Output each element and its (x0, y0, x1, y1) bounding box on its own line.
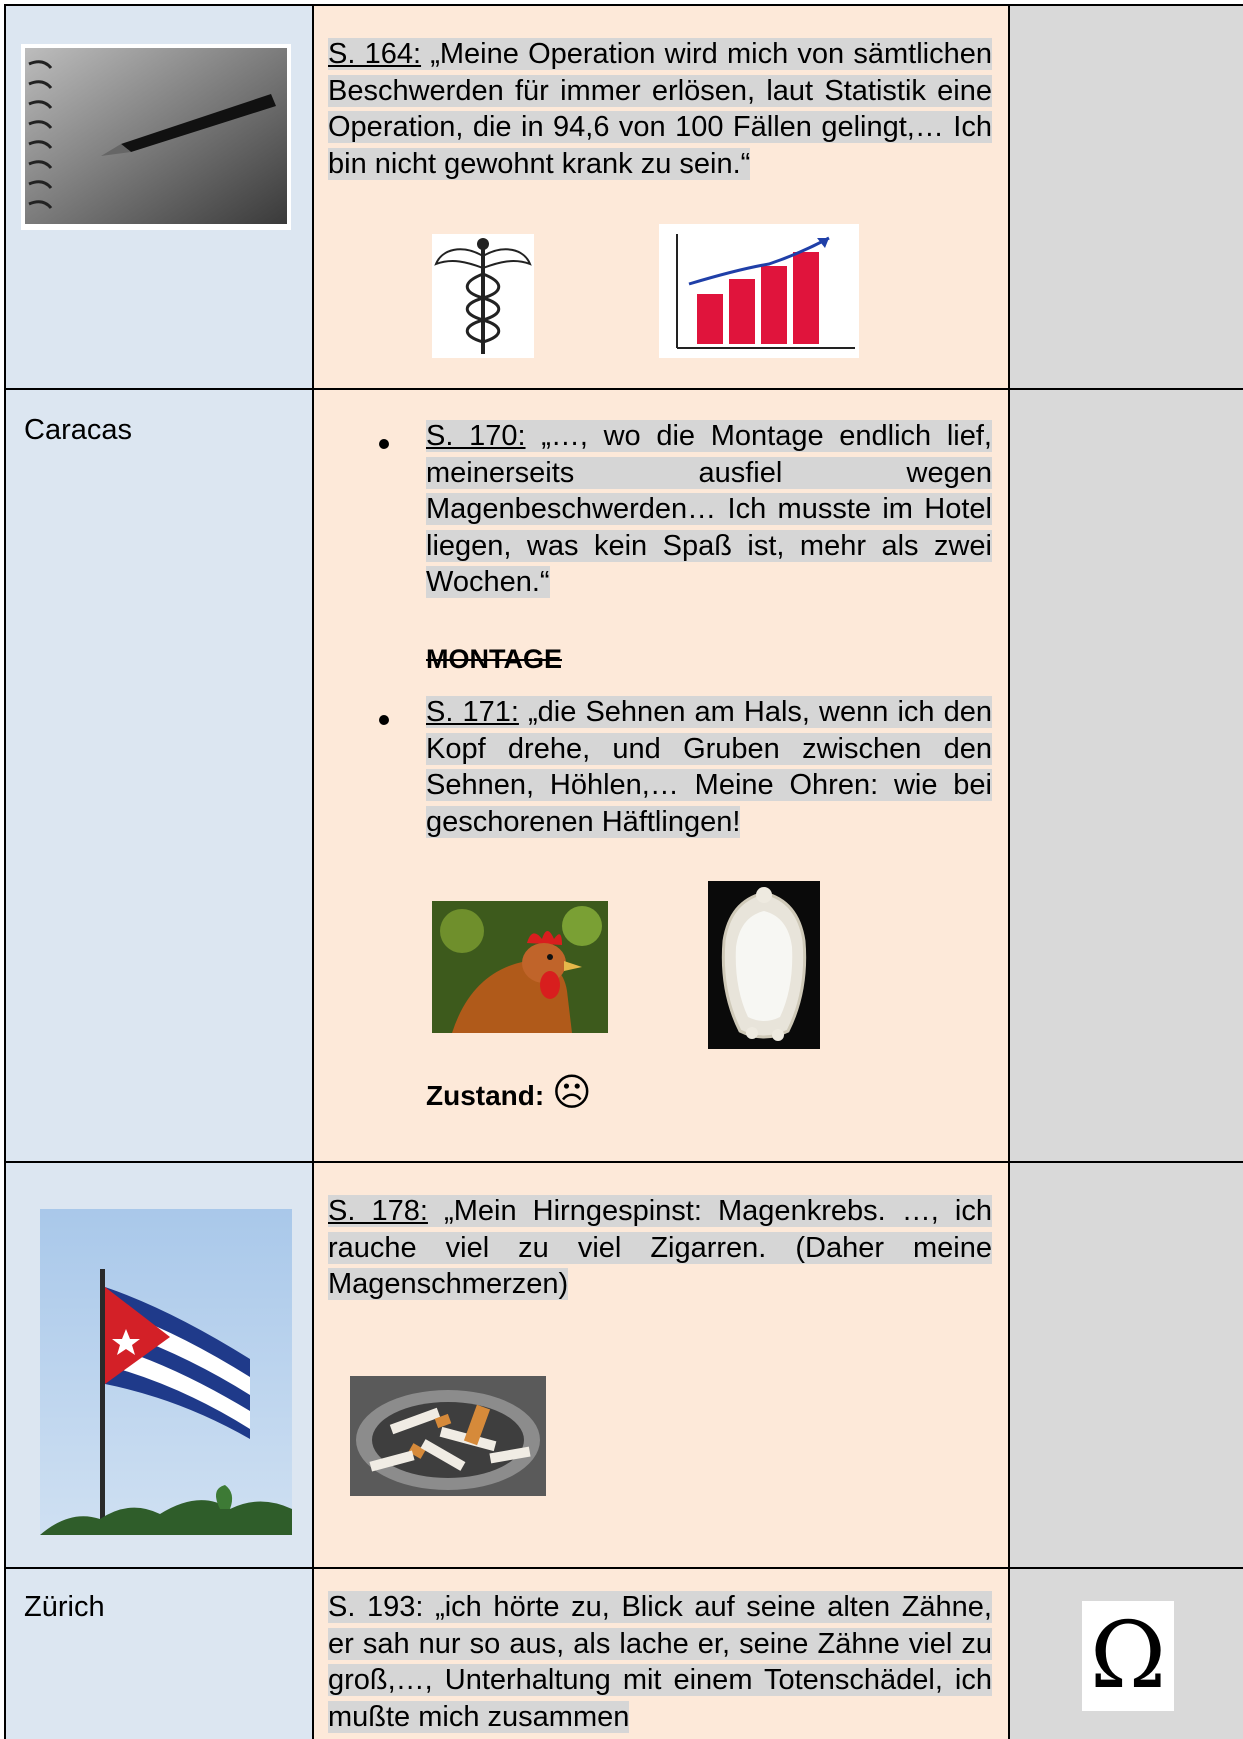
place-label: Zürich (24, 1591, 105, 1623)
page-ref: S. 164: (328, 38, 422, 70)
struck-heading: MONTAGE (426, 644, 562, 674)
quote-cell (312, 1569, 1008, 1739)
table-row (4, 4, 1243, 390)
place-label: Caracas (24, 414, 132, 446)
quote-text: S. 171: „die Sehnen am Hals, wenn ich den Kopf drehe, und Gruben zwischen den Sehnen, Höhlen,… Meine Ohren: wie bei geschorenen Häftlingen! (426, 696, 992, 838)
quote-text: S. 170: „…, wo die Montage endlich lief, meinerseits ausfiel wegen Magenbeschwerden… Ich musste im Hotel liegen, was kein Spaß ist, mehr als zwei Wochen.“ (426, 420, 992, 598)
quote-text: S. 164: „Meine Operation wird mich von sämtlichen Beschwerden für immer erlösen, laut Statistik eine Operation, die in 94,6 von 100 Fällen gelingt,… Ich bin nicht gewohnt krank zu sein.“ (328, 38, 992, 180)
ashtray-photo (350, 1376, 546, 1496)
rising-bar-chart-icon (659, 224, 859, 358)
quote-cell (312, 6, 1008, 390)
symbol-cell (1008, 6, 1243, 390)
table-row (4, 388, 1243, 1163)
ornate-mirror-photo (708, 881, 820, 1049)
state-line (426, 1070, 592, 1114)
quote-cell (312, 1163, 1008, 1569)
bullet-icon (379, 439, 389, 449)
place-cell (4, 1163, 312, 1569)
omega-icon: Ω (1082, 1601, 1174, 1711)
table-row (4, 1567, 1243, 1739)
place-cell (4, 390, 312, 1163)
symbol-cell (1008, 1163, 1243, 1569)
state-label: Zustand: (426, 1080, 545, 1111)
quote-text: S. 178: „Mein Hirngespinst: Magenkrebs. …, ich rauche viel zu viel Zigarren. (Daher meine Magenschmerzen) (328, 1195, 992, 1300)
quote-text: S. 193: „ich hörte zu, Blick auf seine alten Zähne, er sah nur so aus, als lache er, seine Zähne viel zu groß,…, Unterhaltung mit einem Totenschädel, ich mußte mich zusammen (328, 1591, 992, 1733)
cuban-flag-photo (40, 1209, 292, 1535)
caduceus-icon (432, 234, 534, 358)
symbol-cell (1008, 390, 1243, 1163)
notes-table (4, 4, 1243, 1733)
notebook-pen-photo (21, 44, 291, 230)
place-cell (4, 1569, 312, 1739)
symbol-cell (1008, 1569, 1243, 1739)
page-ref: S. 171: (426, 696, 519, 728)
page-ref: S. 170: (426, 420, 526, 452)
bullet-icon (379, 715, 389, 725)
table-row (4, 1161, 1243, 1569)
quote-cell (312, 390, 1008, 1163)
rooster-photo (432, 901, 608, 1033)
place-cell (4, 6, 312, 390)
page-ref: S. 178: (328, 1195, 428, 1227)
frown-icon: ☹ (552, 1070, 592, 1114)
